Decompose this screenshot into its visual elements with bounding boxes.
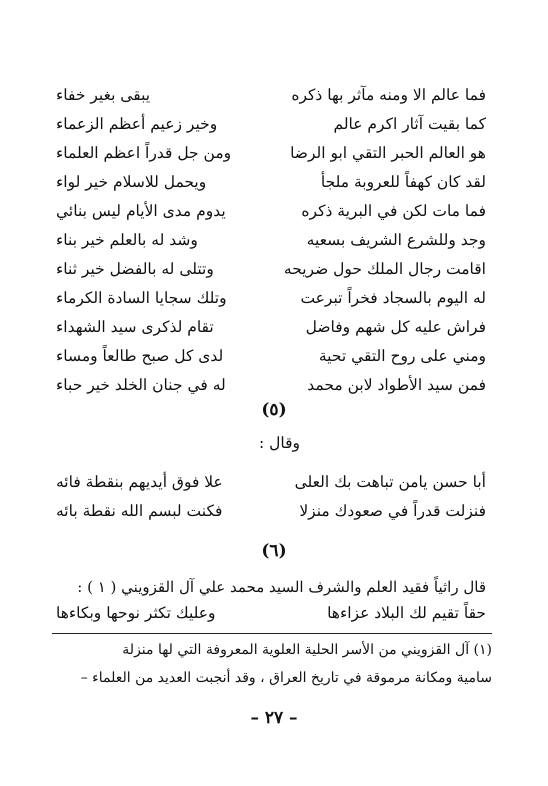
verse-hemistich-first: حقاً تقيم لك البلاد عزاءها xyxy=(327,604,486,622)
section-intro: وقال : xyxy=(258,434,300,452)
poem-verse xyxy=(56,596,486,630)
verse-hemistich-first: لقد كان كهفاً للعروبة ملجأ xyxy=(320,173,486,191)
verse-hemistich-second: يدوم مدى الأيام ليس بنائي xyxy=(56,202,226,220)
footnote-line: (١) آل القزويني من الأسر الحلية العلوية المعروفة التي لها منزلة xyxy=(122,642,492,658)
poem-verse xyxy=(56,368,486,402)
verse-hemistich-first: فنزلت قدراً في صعودك منزلا xyxy=(299,502,486,520)
verse-hemistich-second: ومن جل قدراً اعظم العلماء xyxy=(56,144,232,162)
footnote-line: سامية ومكانة مرموقة في تاريخ العراق ، وقد أنجبت العديد من العلماء – xyxy=(80,670,492,686)
verse-hemistich-second: وتلك سجايا السادة الكرماء xyxy=(56,289,227,307)
verse-hemistich-first: اقامت رجال الملك حول ضريحه xyxy=(283,260,486,278)
verse-hemistich-first: ومني على روح التقي تحية xyxy=(318,347,486,365)
verse-hemistich-second: ويحمل للاسلام خير لواء xyxy=(56,173,207,191)
verse-hemistich-second: له في جنان الخلد خير حباء xyxy=(56,376,226,394)
verse-hemistich-first: فما مات لكن في البرية ذكره xyxy=(301,202,486,220)
section-number: (٦) xyxy=(261,541,287,561)
verse-hemistich-second: وشد له بالعلم خير بناء xyxy=(56,231,198,249)
footnote-divider xyxy=(52,633,492,634)
verse-hemistich-second: لدى كل صبح طالعاً ومساء xyxy=(56,347,224,365)
verse-hemistich-first: وجد وللشرع الشريف بسعيه xyxy=(306,231,486,249)
verse-hemistich-first: فراش عليه كل شهم وفاضل xyxy=(305,318,486,336)
section-intro: قال راثياً فقيد العلم والشرف السيد محمد علي آل القزويني ( ١ ) : xyxy=(77,578,486,596)
verse-hemistich-second: تقام لذكرى سيد الشهداء xyxy=(56,318,214,336)
verse-hemistich-first: فما عالم الا ومنه مآثر بها ذكره xyxy=(291,86,486,104)
verse-hemistich-second: وخير زعيم أعظم الزعماء xyxy=(56,115,218,133)
section-number: (٥) xyxy=(261,400,287,420)
verse-hemistich-second: وتتلى له بالفضل خير ثناء xyxy=(56,260,214,278)
verse-hemistich-second: يبقى بغير خفاء xyxy=(56,86,151,104)
verse-hemistich-first: له اليوم بالسجاد فخراً تبرعت xyxy=(300,289,486,307)
verse-hemistich-first: هو العالم الحبر التقي ابو الرضا xyxy=(290,144,486,162)
verse-hemistich-first: فمن سيد الأطواد لابن محمد xyxy=(307,376,486,394)
verse-hemistich-first: كما بقيت آثار اكرم عالم xyxy=(333,115,486,133)
poem-verse xyxy=(56,494,486,528)
verse-hemistich-second: فكنت لبسم الله نقطة بائه xyxy=(56,502,223,520)
verse-hemistich-second: وعليك تكثر نوحها وبكاءها xyxy=(56,604,216,622)
page-number: – ٢٧ – xyxy=(250,708,298,728)
verse-hemistich-first: أبا حسن يامن تباهت بك العلى xyxy=(294,473,486,491)
verse-hemistich-second: علا فوق أيديهم بنقطة فائه xyxy=(56,473,223,491)
